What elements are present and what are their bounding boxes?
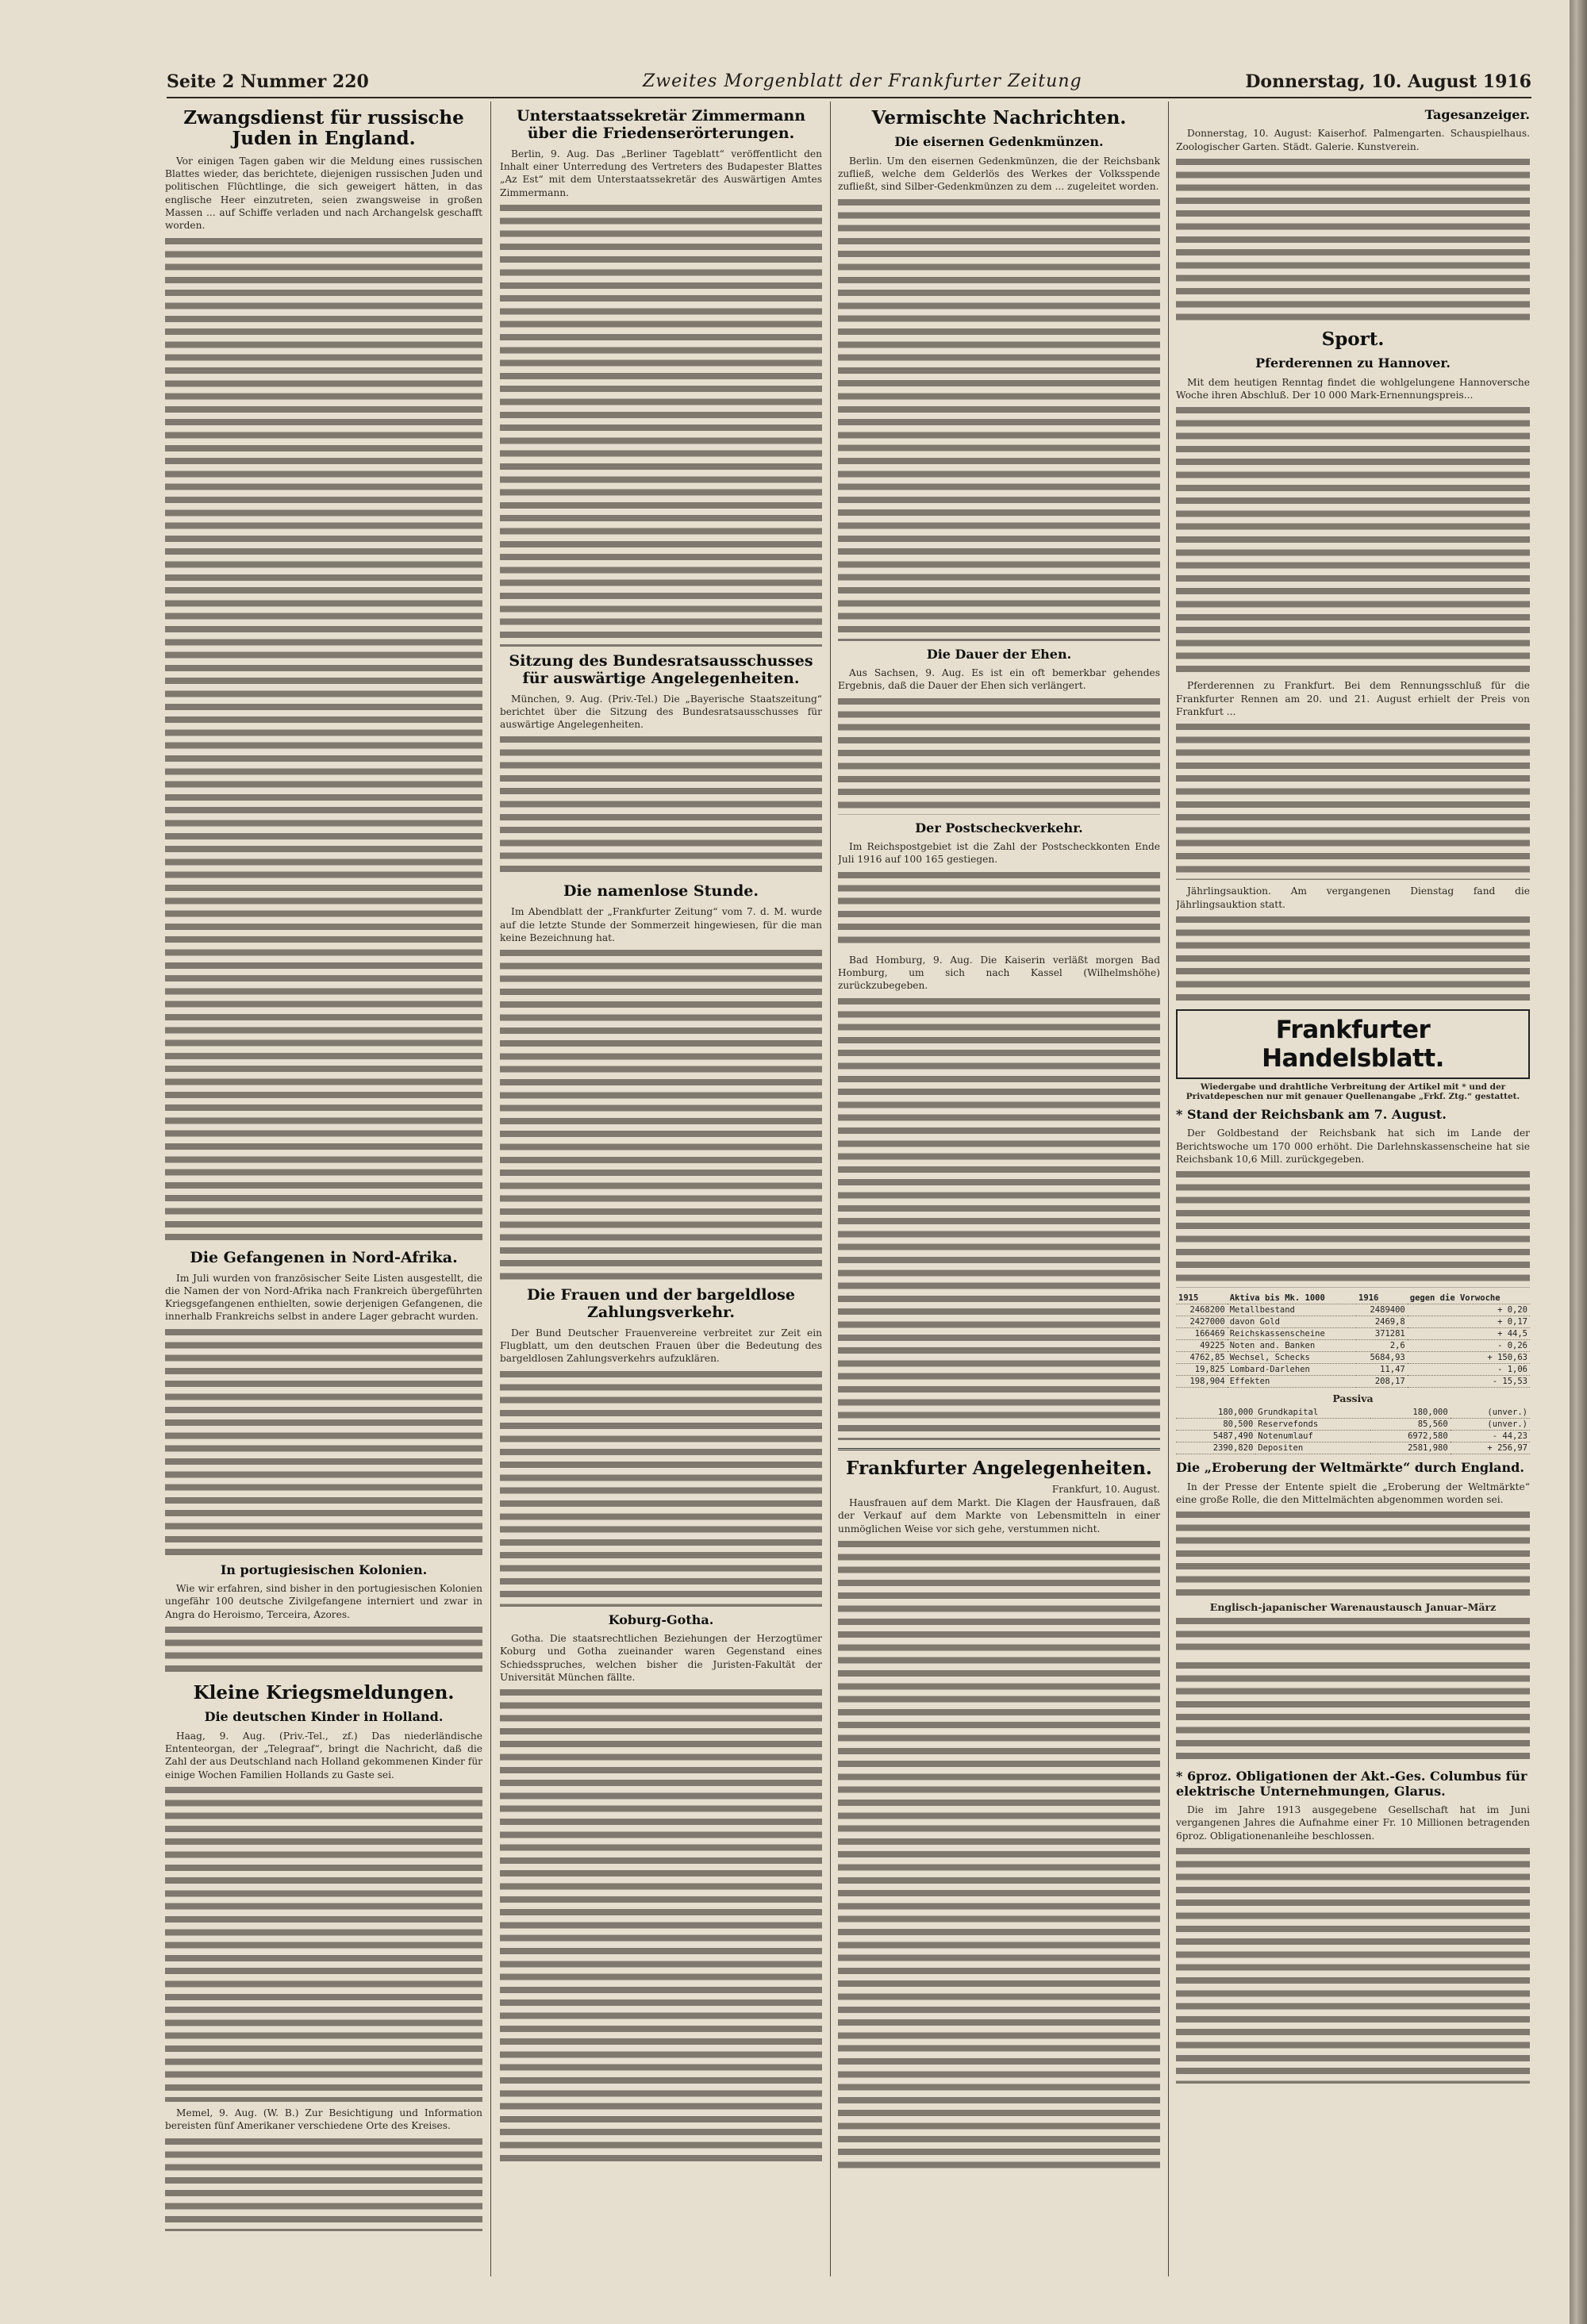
table-header: Aktiva bis Mk. 1000 — [1228, 1293, 1356, 1304]
table-row — [1176, 1304, 1530, 1316]
article-body-lines — [165, 1784, 482, 2102]
table-cell: + 256,97 — [1451, 1442, 1530, 1454]
headline-sport: Sport. — [1321, 328, 1385, 350]
table-cell: 208,17 — [1356, 1376, 1408, 1388]
article-text: Memel, 9. Aug. (W. B.) Zur Besichtigung und Information bereisten fünf Amerikaner verschiedene Orte des Kreises. — [165, 2107, 482, 2132]
table-cell: Reichskassenscheine — [1228, 1328, 1356, 1340]
table-cell: Grundkapital — [1255, 1407, 1370, 1419]
article-text: Pferderennen zu Frankfurt. Bei dem Rennungsschluß für die Frankfurter Rennen am 20. und 21. August erhielt der Preis von Frankfurt ... — [1176, 680, 1530, 717]
article-body-lines — [838, 870, 1160, 949]
article-body-lines — [500, 1369, 822, 1607]
table-subtitle: Passiva — [1332, 1392, 1374, 1405]
headline-zimmermann: Unterstaatssekretär Zimmermann über die Friedenserörterungen. — [516, 107, 806, 142]
headline-tagesanzeiger: Tagesanzeiger. — [1424, 107, 1530, 122]
headline-obligationen: * 6proz. Obligationen der Akt.-Ges. Columbus für elektrische Unternehmungen, Glarus. — [1176, 1769, 1527, 1799]
article-body-lines — [500, 947, 822, 1281]
headline-vermischte: Vermischte Nachrichten. — [871, 107, 1127, 129]
column-4 — [1176, 102, 1530, 2276]
table-cell: + 150,63 — [1408, 1352, 1530, 1364]
reichsbank-table — [1176, 1293, 1530, 1388]
dateline: Frankfurt, 10. August. — [1051, 1484, 1160, 1496]
headline-eroberung: Die „Eroberung der Weltmärkte“ durch England. — [1176, 1460, 1524, 1476]
article-body-lines — [1176, 1846, 1530, 2084]
table-header: gegen die Vorwoche — [1408, 1293, 1530, 1304]
table-row — [1176, 1328, 1530, 1340]
article-body-lines — [1176, 721, 1530, 880]
table-cell: + 0,17 — [1408, 1316, 1530, 1328]
article-text: Mit dem heutigen Renntag findet die wohlgelungene Hannoversche Woche ihren Abschluß. Der 10 000 Mark-Ernennungspreis... — [1176, 376, 1530, 401]
table-cell: 11,47 — [1356, 1364, 1408, 1376]
table-cell: Notenumlauf — [1255, 1431, 1370, 1442]
headline-gefangenen: Die Gefangenen in Nord-Afrika. — [190, 1248, 458, 1266]
table-cell: 6972,580 — [1370, 1431, 1450, 1442]
handelsblatt-title: Frankfurter Handelsblatt. — [1176, 1009, 1530, 1079]
article-text: Aus Sachsen, 9. Aug. Es ist ein oft bemerkbar gehendes Ergebnis, daß die Dauer der Ehen sich verlängert. — [838, 667, 1160, 692]
column-rule — [1168, 102, 1169, 2276]
table-row — [1176, 1352, 1530, 1364]
table-cell: 2,6 — [1356, 1340, 1408, 1352]
article-body-lines — [500, 1687, 822, 2163]
headline-namenlose-stunde: Die namenlose Stunde. — [563, 882, 759, 901]
table-cell: + 44,5 — [1408, 1328, 1530, 1340]
article-body-lines — [1176, 1509, 1530, 1596]
article-text: In der Presse der Entente spielt die „Eroberung der Weltmärkte“ eine große Rolle, die den Mittelmächten abgenommen worden sei. — [1176, 1481, 1530, 1505]
article-text: Vor einigen Tagen gaben wir die Meldung eines russischen Blattes wieder, das berichtete, diejenigen russischen Juden und politischen Flüchtlinge, die sich geweigert hätten, in das englische Heer einzutreten, seien zwangsweise in großen Massen ... auf Schiffe verladen und nach Archangelsk geschafft worden. — [165, 155, 482, 232]
headline-frankfurter-angelegenheiten: Frankfurter Angelegenheiten. — [846, 1457, 1152, 1479]
table-row — [1176, 1431, 1530, 1442]
article-text: Jährlingsauktion. Am vergangenen Dienstag fand die Jährlingsauktion statt. — [1176, 885, 1530, 910]
table-cell: - 1,06 — [1408, 1364, 1530, 1376]
headline-koburg-gotha: Koburg-Gotha. — [608, 1611, 714, 1627]
column-rule — [490, 102, 491, 2276]
article-text: Hausfrauen auf dem Markt. Die Klagen der Hausfrauen, daß der Verkauf auf dem Markte von Lebensmitteln in einer unmöglichen Weise vor sich gehe, verstummen nicht. — [838, 1497, 1160, 1535]
page-number: Seite 2 Nummer 220 — [167, 71, 369, 92]
article-body-lines — [165, 2136, 482, 2231]
article-body-lines — [165, 1327, 482, 1557]
table-cell: + 0,20 — [1408, 1304, 1530, 1316]
table-cell: 49225 — [1176, 1340, 1228, 1352]
table-cell: - 0,26 — [1408, 1340, 1530, 1352]
table-cell: 166469 — [1176, 1328, 1228, 1340]
listing-lines — [1176, 156, 1530, 323]
table-row — [1176, 1376, 1530, 1388]
article-text: Im Abendblatt der „Frankfurter Zeitung“ vom 7. d. M. wurde auf die letzte Stunde der Sommerzeit hingewiesen, für die man keine Bezeichnung hat. — [500, 906, 822, 943]
table-cell: 85,560 — [1370, 1419, 1450, 1431]
table-lines — [1176, 1615, 1530, 1655]
column-3 — [838, 102, 1160, 2276]
table-cell: Metallbestand — [1228, 1304, 1356, 1316]
table-cell: Reservefonds — [1255, 1419, 1370, 1431]
table-cell: Depositen — [1255, 1442, 1370, 1454]
article-text: Der Goldbestand der Reichsbank hat sich im Lande der Berichtswoche um 170 000 erhöht. Die Darlehnskassenscheine hat sie Reichsbank 10,6 Mill. zurückgegeben. — [1176, 1127, 1530, 1165]
headline-zwangsdienst: Zwangsdienst für russische Juden in England. — [183, 107, 464, 150]
column-1 — [165, 102, 482, 2276]
table-cell: 2390,820 — [1176, 1442, 1255, 1454]
headline-postscheck: Der Postscheckverkehr. — [915, 820, 1083, 835]
table-cell: (unver.) — [1451, 1407, 1530, 1419]
table-cell: 5684,93 — [1356, 1352, 1408, 1364]
article-text: Bad Homburg, 9. Aug. Die Kaiserin verläßt morgen Bad Homburg, um sich nach Kassel (Wilhelmshöhe) zurückzubegeben. — [838, 954, 1160, 992]
table-row — [1176, 1407, 1530, 1419]
table-cell: - 15,53 — [1408, 1376, 1530, 1388]
table-cell: 2427000 — [1176, 1316, 1228, 1328]
masthead — [167, 68, 1531, 98]
article-body-lines — [500, 202, 822, 647]
article-body-lines — [838, 996, 1160, 1440]
table-cell: 2489400 — [1356, 1304, 1408, 1316]
column-rule — [830, 102, 831, 2276]
article-text: Berlin. Um den eisernen Gedenkmünzen, die der Reichsbank zufließ, welche dem Gelderlös des Werkes der Volksspende zufließt, sind Silber-Gedenkmünzen zu dem ... zugeleitet worden. — [838, 155, 1160, 193]
column-2 — [500, 102, 822, 2276]
table-cell: 180,000 — [1176, 1407, 1255, 1419]
headline-gedenkmuenzen: Die eisernen Gedenkmünzen. — [894, 134, 1104, 150]
table-header: 1916 — [1356, 1293, 1408, 1304]
article-body-lines — [1176, 1169, 1530, 1288]
table-header: 1915 — [1176, 1293, 1228, 1304]
table-row — [1176, 1442, 1530, 1454]
reichsbank-passiva-table — [1176, 1407, 1530, 1454]
article-text: Im Reichspostgebiet ist die Zahl der Postscheckkonten Ende Juli 1916 auf 100 165 gestiegen. — [838, 841, 1160, 866]
article-text: Gotha. Die staatsrechtlichen Beziehungen der Herzogtümer Koburg und Gotha zueinander waren Gegenstand eines Schiedsspruches, welchen bisher die Juristen-Fakultät der Universität München fällte. — [500, 1633, 822, 1684]
table-row — [1176, 1316, 1530, 1328]
table-cell: (unver.) — [1451, 1419, 1530, 1431]
table-body — [1176, 1304, 1530, 1388]
article-body-lines — [500, 734, 822, 877]
headline-pferderennen-hannover: Pferderennen zu Hannover. — [1255, 355, 1451, 371]
table-cell: 19,825 — [1176, 1364, 1228, 1376]
article-body-lines — [838, 197, 1160, 641]
table-cell: 2581,980 — [1370, 1442, 1450, 1454]
newspaper-title: Zweites Morgenblatt der Frankfurter Zeitung — [643, 71, 1082, 91]
article-body-lines — [165, 236, 482, 1243]
table-cell: 198,904 — [1176, 1376, 1228, 1388]
article-text: Im Juli wurden von französischer Seite Listen ausgestellt, die die Namen der von Nord-Afrika nach Frankreich übergeführten Kriegsgefangenen enthielten, sowie derjenigen Gefangenen, die innerhalb Frankreichs selbst in andere Lager gebracht wurden. — [165, 1272, 482, 1323]
headline-bundesrat: Sitzung des Bundesratsausschusses für auswärtige Angelegenheiten. — [509, 651, 813, 687]
article-body-lines — [1176, 1660, 1530, 1763]
table-cell: 4762,85 — [1176, 1352, 1228, 1364]
table-cell: 180,000 — [1370, 1407, 1450, 1419]
table-cell: Wechsel, Schecks — [1228, 1352, 1356, 1364]
handelsblatt-notice: Wiedergabe und drahtliche Verbreitung der Artikel mit * und der Privatdepeschen nur mit genauer Quellenangabe „Frkf. Ztg.“ gestattet. — [1185, 1081, 1520, 1101]
table-cell: Lombard-Darlehen — [1228, 1364, 1356, 1376]
article-text: Berlin, 9. Aug. Das „Berliner Tageblatt“ veröffentlicht den Inhalt einer Unterredung des Vertreters des Budapester Blattes „Az Est“ mit dem Unterstaatssekretär des Auswärtigen Amtes Zimmermann. — [500, 148, 822, 198]
book-binding-edge — [1570, 0, 1587, 2324]
article-text: Donnerstag, 10. August: Kaiserhof. Palmengarten. Schauspielhaus. Zoologischer Garten. Städt. Galerie. Kunstverein. — [1176, 128, 1530, 152]
table-cell: 2469,8 — [1356, 1316, 1408, 1328]
table-cell: 2468200 — [1176, 1304, 1228, 1316]
section-divider — [838, 1448, 1160, 1450]
table-cell: davon Gold — [1228, 1316, 1356, 1328]
headline-dauer-ehen: Die Dauer der Ehen. — [926, 646, 1072, 662]
article-body-lines — [1176, 914, 1530, 1001]
headline-kolonien: In portugiesischen Kolonien. — [220, 1561, 428, 1577]
article-body-lines — [1176, 405, 1530, 674]
article-text: Der Bund Deutscher Frauenvereine verbreitet zur Zeit ein Flugblatt, um den deutschen Frauen über die Bedeutung des bargeldlosen Zahlungsverkehrs aufzuklären. — [500, 1327, 822, 1365]
table-title: Englisch-japanischer Warenaustausch Januar–März — [1209, 1601, 1497, 1614]
table-row — [1176, 1340, 1530, 1352]
table-cell: 80,500 — [1176, 1419, 1255, 1431]
article-text: Haag, 9. Aug. (Priv.-Tel., zf.) Das niederländische Ententeorgan, der „Telegraaf“, bringt die Nachricht, daß die Zahl der aus Deutschland nach Holland gekommenen Kinder für einige Wochen Familien Hollands zu Gaste sei. — [165, 1730, 482, 1780]
article-body-lines — [165, 1624, 482, 1677]
table-cell: Noten and. Banken — [1228, 1340, 1356, 1352]
table-cell: 371281 — [1356, 1328, 1408, 1340]
table-body — [1176, 1407, 1530, 1454]
issue-date: Donnerstag, 10. August 1916 — [1245, 71, 1531, 92]
article-text: Wie wir erfahren, sind bisher in den portugiesischen Kolonien ungefähr 100 deutsche Zivilgefangene interniert und zwar in Angra do Heroismo, Terceira, Azores. — [165, 1583, 482, 1620]
table-cell: - 44,23 — [1451, 1431, 1530, 1442]
headline-kriegsmeldungen: Kleine Kriegsmeldungen. — [193, 1681, 455, 1704]
table-row — [1176, 1364, 1530, 1376]
table-cell: 5487,490 — [1176, 1431, 1255, 1442]
headline-frauen-zahlungsverkehr: Die Frauen und der bargeldlose Zahlungsverkehr. — [527, 1286, 795, 1322]
headline-kinder-holland: Die deutschen Kinder in Holland. — [204, 1709, 444, 1725]
table-header-row — [1176, 1293, 1530, 1304]
table-cell: Effekten — [1228, 1376, 1356, 1388]
table-row — [1176, 1419, 1530, 1431]
article-text: München, 9. Aug. (Priv.-Tel.) Die „Bayerische Staatszeitung“ berichtet über die Sitzung des Bundesratsausschusses für auswärtige Angelegenheiten. — [500, 693, 822, 731]
article-text: Die im Jahre 1913 ausgegebene Gesellschaft hat im Juni vergangenen Jahres die Aufnahme einer Fr. 10 Millionen betragenden 6proz. Obligationenanleihe beschlossen. — [1176, 1804, 1530, 1842]
article-body-lines — [838, 696, 1160, 815]
article-body-lines — [838, 1538, 1160, 2173]
headline-reichsbank: * Stand der Reichsbank am 7. August. — [1176, 1106, 1447, 1122]
